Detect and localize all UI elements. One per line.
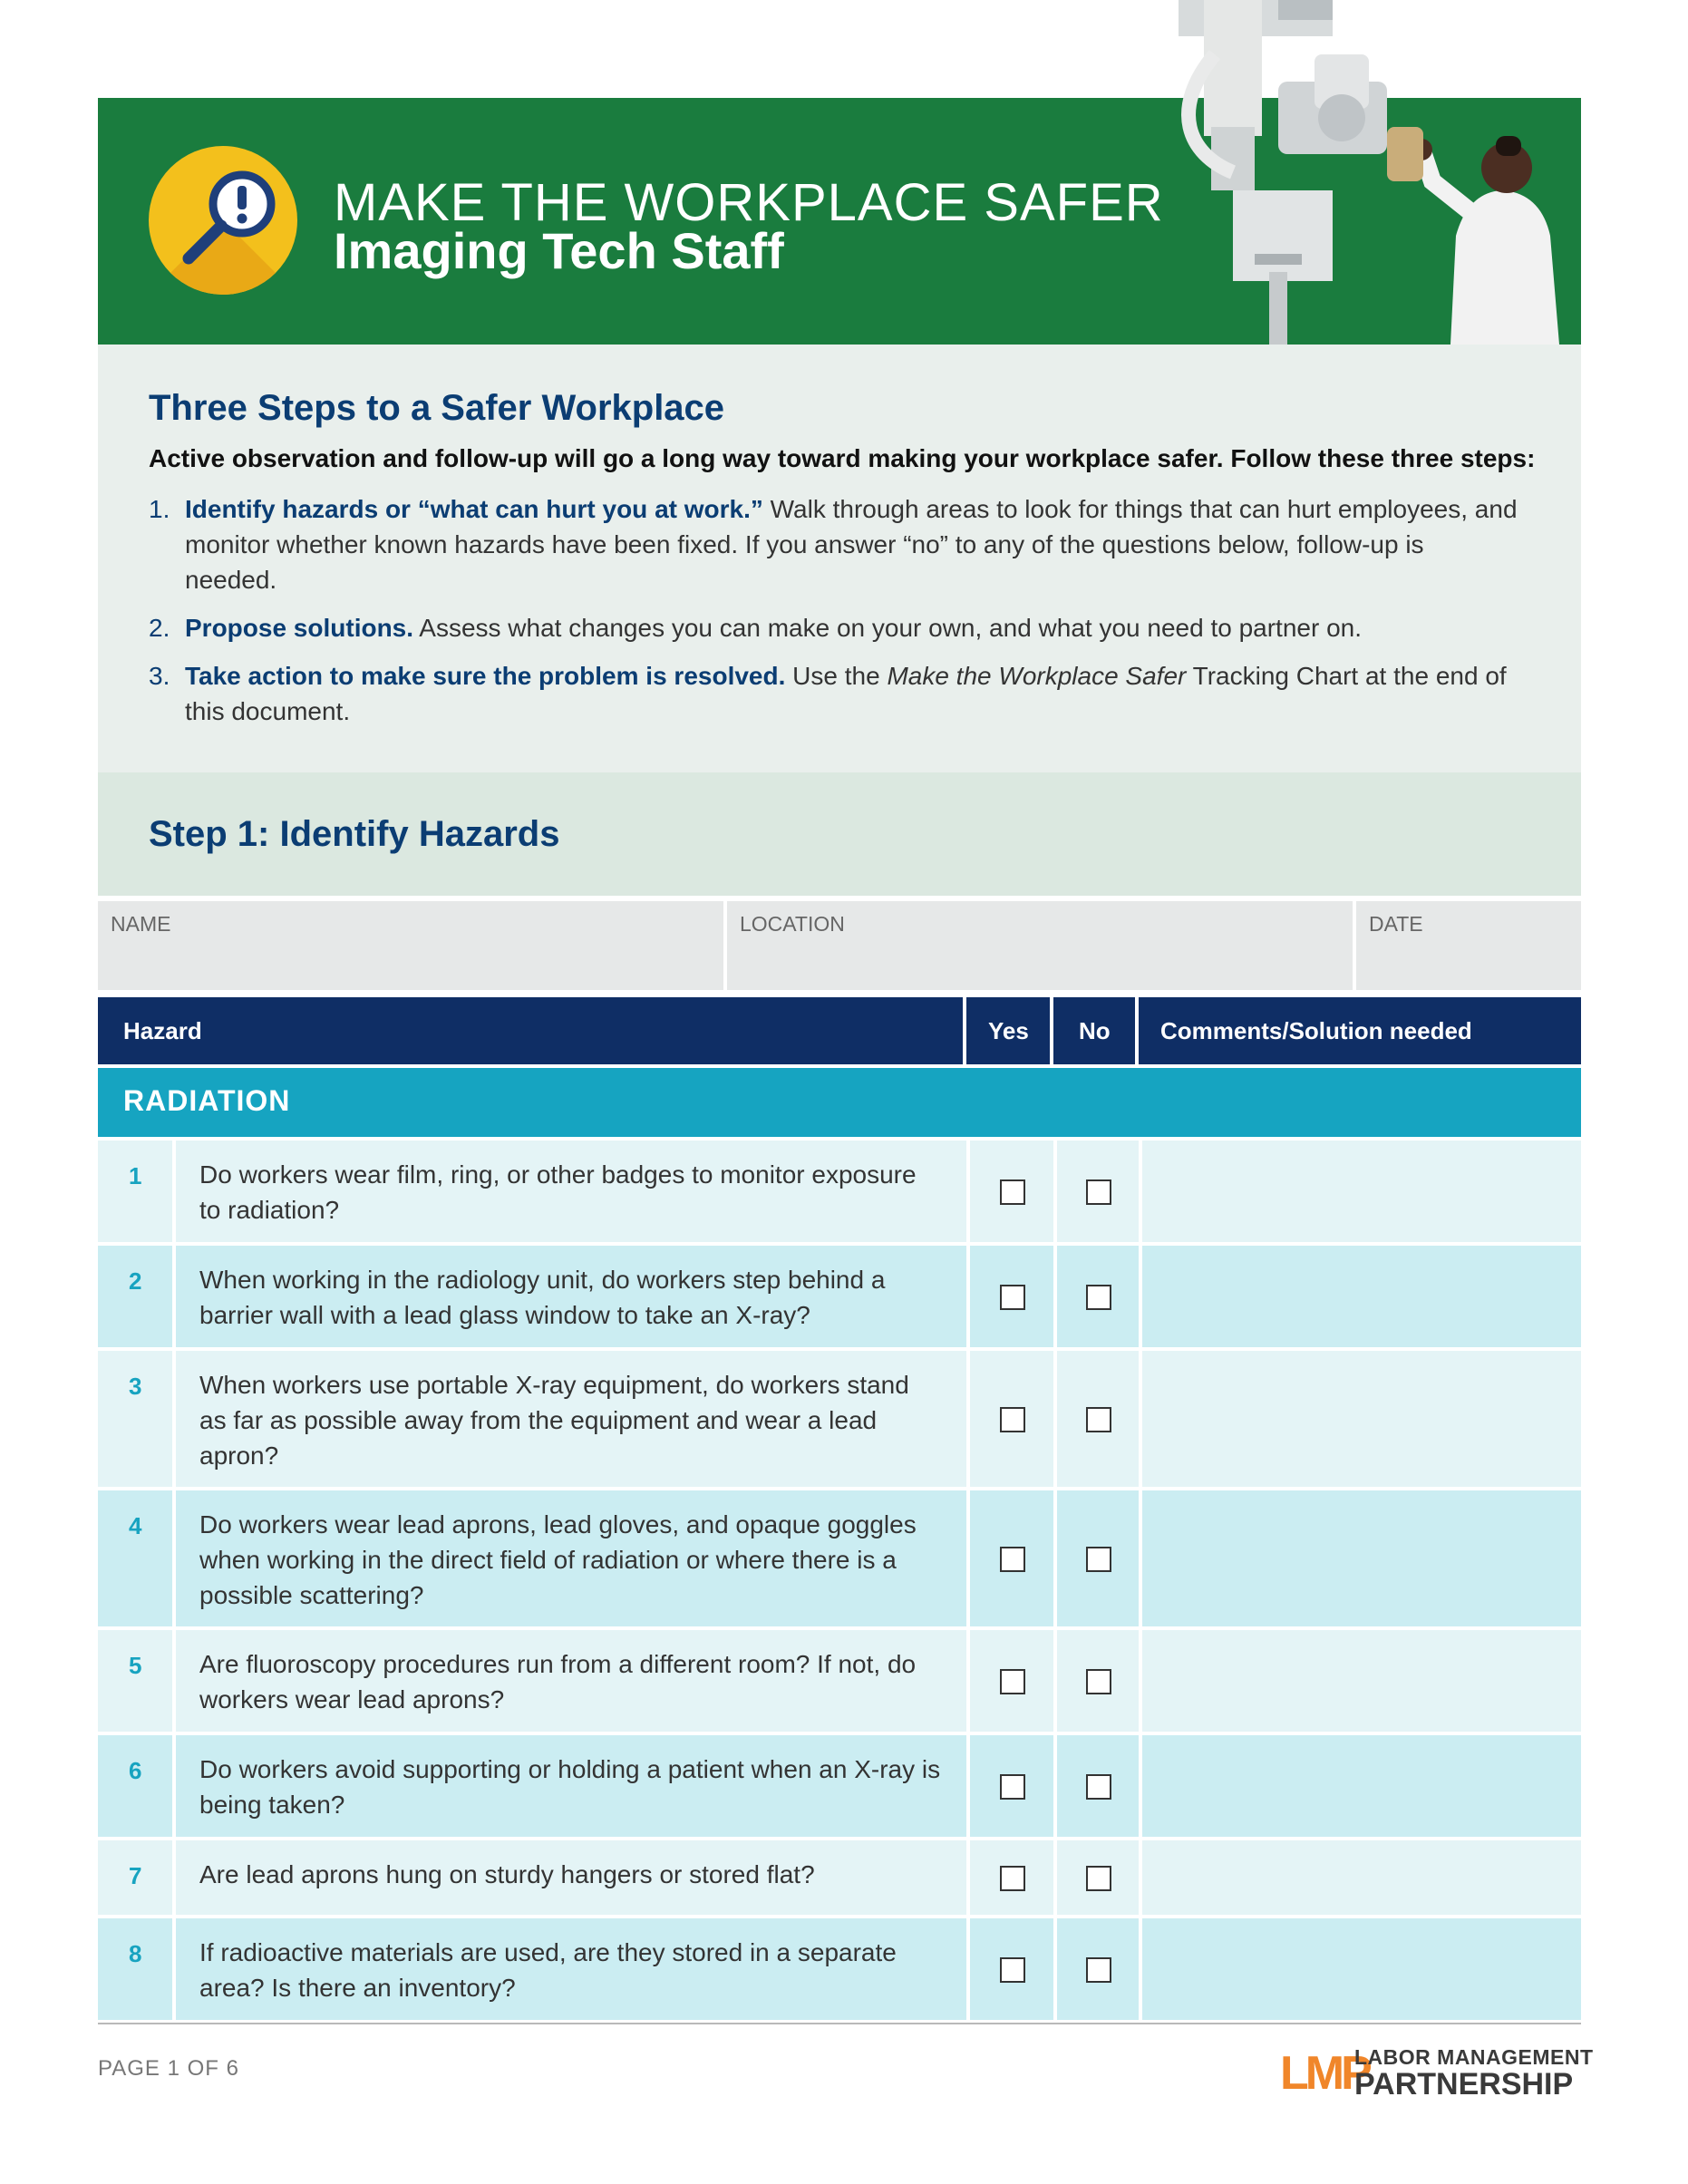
step-number: 3. (149, 662, 170, 690)
comments-cell[interactable] (1142, 1351, 1581, 1487)
row-question: Do workers wear film, ring, or other badges to monitor exposure to radiation? (199, 1160, 917, 1224)
step-highlight: Identify hazards or “what can hurt you at work.” (185, 495, 763, 523)
table-row (98, 1630, 1581, 1732)
table-row (98, 1918, 1581, 2020)
steps-list (149, 491, 1518, 742)
row-question: Are lead aprons hung on sturdy hangers or stored flat? (199, 1860, 815, 1888)
comments-cell[interactable] (1142, 1918, 1581, 2020)
step-number: 1. (149, 495, 170, 523)
step-number: 2. (149, 614, 170, 642)
row-number: 1 (129, 1162, 142, 1189)
comments-cell[interactable] (1142, 1141, 1581, 1242)
title-line1: MAKE THE WORKPLACE SAFER (334, 173, 1164, 232)
row-question: Do workers wear lead aprons, lead gloves, and opaque goggles when working in the direct field of radiation or where there is a possible scattering? (199, 1510, 917, 1609)
header-hazard-label: Hazard (123, 1017, 202, 1044)
yes-checkbox[interactable] (1000, 1669, 1025, 1694)
yes-checkbox[interactable] (1000, 1407, 1025, 1432)
row-question: Are fluoroscopy procedures run from a different room? If not, do workers wear lead aprons? (199, 1650, 917, 1713)
header-no (1053, 997, 1135, 1064)
row-number: 5 (129, 1652, 142, 1679)
intro-heading: Three Steps to a Safer Workplace (149, 388, 725, 428)
header-comments (1139, 997, 1581, 1064)
step-highlight: Propose solutions. (185, 614, 414, 642)
intro-lead: Active observation and follow-up will go a long way toward making your workplace safer. Follow these three steps: (149, 444, 1536, 472)
row-question: Do workers avoid supporting or holding a patient when an X-ray is being taken? (199, 1755, 941, 1819)
title-line2: Imaging Tech Staff (334, 222, 784, 279)
step-item (149, 610, 1518, 645)
comments-cell[interactable] (1142, 1246, 1581, 1347)
step-text: Assess what changes you can make on your own, and what you need to partner on. (413, 614, 1363, 642)
row-number: 3 (129, 1373, 142, 1400)
logo-line2: PARTNERSHIP (1354, 2067, 1574, 2101)
name-field[interactable] (98, 901, 723, 990)
row-number: 7 (129, 1862, 142, 1889)
step-text-italic: Make the Workplace Safer (887, 662, 1187, 690)
magnifier-exclamation-icon (149, 146, 297, 295)
location-field-label: LOCATION (740, 912, 845, 936)
location-field[interactable] (727, 901, 1353, 990)
row-question: When working in the radiology unit, do workers step behind a barrier wall with a lead glass window to take an X-ray? (199, 1266, 886, 1329)
no-checkbox[interactable] (1086, 1957, 1111, 1983)
table-row (98, 1246, 1581, 1347)
table-row (98, 1490, 1581, 1626)
no-checkbox[interactable] (1086, 1179, 1111, 1205)
header-comments-label: Comments/Solution needed (1160, 1017, 1472, 1044)
header-no-label: No (1079, 1017, 1111, 1044)
yes-checkbox[interactable] (1000, 1285, 1025, 1310)
step-item (149, 658, 1518, 729)
section-label: RADIATION (123, 1084, 291, 1117)
comments-cell[interactable] (1142, 1490, 1581, 1626)
no-checkbox[interactable] (1086, 1669, 1111, 1694)
no-checkbox[interactable] (1086, 1547, 1111, 1572)
table-row (98, 1840, 1581, 1915)
comments-cell[interactable] (1142, 1630, 1581, 1732)
step-highlight: Take action to make sure the problem is resolved. (185, 662, 786, 690)
footer-divider (98, 2023, 1581, 2024)
date-field[interactable] (1356, 901, 1581, 990)
row-question: When workers use portable X-ray equipment, do workers stand as far as possible away from the equipment and wear a lead apron? (199, 1371, 909, 1470)
no-checkbox[interactable] (1086, 1285, 1111, 1310)
step-item (149, 491, 1518, 597)
no-checkbox[interactable] (1086, 1774, 1111, 1800)
row-number: 4 (129, 1512, 142, 1539)
table-row (98, 1141, 1581, 1242)
step-text: Walk through areas to look for things that can hurt employees, and monitor whether known hazards have been fixed. If you answer “no” to any of the questions below, follow-up is needed. (185, 495, 1518, 594)
comments-cell[interactable] (1142, 1840, 1581, 1915)
yes-checkbox[interactable] (1000, 1547, 1025, 1572)
row-number: 2 (129, 1267, 142, 1295)
table-row (98, 1351, 1581, 1487)
date-field-label: DATE (1369, 912, 1423, 936)
page-number: PAGE 1 OF 6 (98, 2056, 239, 2081)
header-hazard (98, 997, 963, 1064)
row-question: If radioactive materials are used, are they stored in a separate area? Is there an inventory? (199, 1938, 897, 2002)
section-radiation (98, 1068, 1581, 1137)
step-text: Use the (785, 662, 888, 690)
yes-checkbox[interactable] (1000, 1179, 1025, 1205)
row-number: 8 (129, 1940, 142, 1967)
row-number: 6 (129, 1757, 142, 1784)
no-checkbox[interactable] (1086, 1407, 1111, 1432)
yes-checkbox[interactable] (1000, 1866, 1025, 1891)
comments-cell[interactable] (1142, 1735, 1581, 1837)
yes-checkbox[interactable] (1000, 1957, 1025, 1983)
xray-technician-illustration (1179, 0, 1581, 345)
name-field-label: NAME (111, 912, 171, 936)
header-yes (966, 997, 1050, 1064)
logo-line1: LABOR MANAGEMENT (1354, 2045, 1594, 2069)
header-yes-label: Yes (988, 1017, 1029, 1044)
step-text-after: Tracking Chart at the end of this document. (185, 662, 1507, 725)
no-checkbox[interactable] (1086, 1866, 1111, 1891)
logo-mark: LMP (1280, 2047, 1369, 2098)
yes-checkbox[interactable] (1000, 1774, 1025, 1800)
table-row (98, 1735, 1581, 1837)
step1-heading: Step 1: Identify Hazards (149, 814, 560, 854)
